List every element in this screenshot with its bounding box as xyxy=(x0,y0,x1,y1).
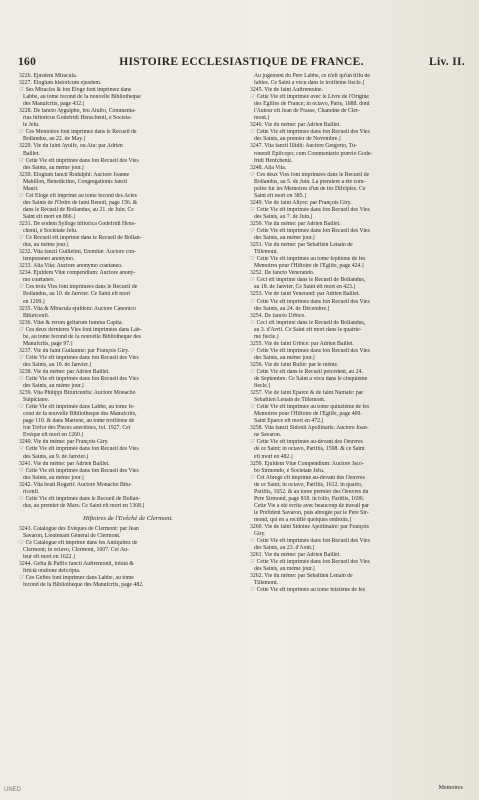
text-line: 3254. De fancto Urbico. xyxy=(250,312,306,319)
text-line: 3231. De eodem Sylloge hiftorica Godefridi Hens- xyxy=(19,220,136,227)
text-line: mo coætaneo. xyxy=(23,277,55,284)
text-line: Sebaftien Lenain de Tillemont. xyxy=(254,397,326,404)
text-line: des Saints, au 7. de Juin.] xyxy=(254,213,313,220)
text-line: 3253. Vie de faint Venerand: par Adrien Baillet. xyxy=(250,291,360,298)
text-line: 3256. Vie de faint Rufin: par le même. xyxy=(250,361,339,368)
text-line: ☞ Cette Vie eft imprimée dans fon Recueil des Vies xyxy=(250,347,370,354)
text-line: l'Auteur eft Jean de Frasse, Chanoine de Cler- xyxy=(254,108,360,115)
text-line: Manufcrits, page 97.] xyxy=(23,340,73,347)
text-line: Bollandus, au 10. de Janvier. Ce Saint eft mort xyxy=(23,291,131,298)
text-line: ☞ Cette Vie eft imprimée dans fon Recueil des Vies xyxy=(19,467,139,474)
text-line: des Saints, au 23. d'Août.] xyxy=(254,545,315,552)
text-line: ☞ Cette Vie eft imprimée dans fon Recueil des Vies xyxy=(19,157,139,164)
text-line: te Jefu. xyxy=(23,122,40,129)
text-line: ricenfi. xyxy=(23,488,40,495)
left-column xyxy=(19,73,237,589)
running-title: HISTOIRE ECCLESIASTIQUE DE FRANCE. xyxy=(119,56,364,68)
text-line: des Eglifes de France; in octavo, Paris, 1688. dont xyxy=(254,101,370,108)
text-line: pofée fur les Memoires d'un de fes Difciples. Ce xyxy=(254,185,366,192)
text-line: ☞ Ce Recueil eft imprimé dans le Recueil de Bollan- xyxy=(19,235,142,242)
text-line: de ce Saint; in octavo, Parifiis, 1612. in quarto, xyxy=(254,481,363,488)
text-line: des Saints, au même jour.] xyxy=(254,235,315,242)
text-line: ☞ Ces deux dernieres Vies font imprimées dans Lab- xyxy=(19,326,142,333)
text-line: des Saints de l'Ordre de faint Benoît, page 156. & xyxy=(23,199,138,206)
text-line: Saint Eparce eft mort en 472.] xyxy=(254,418,324,425)
text-line: teur eft mort en 1622.] xyxy=(23,554,75,561)
text-line: ☞ Cette Vie eft imprimée dans fon Recueil des Vies xyxy=(250,228,370,235)
text-line: 3246. Vie du même: par Adrien Baillet. xyxy=(250,122,341,129)
text-line: Tillemont. xyxy=(254,249,278,256)
text-line: des Saints, au même jour.] xyxy=(23,164,84,171)
text-line: des Saints, au 9. de Janvier.] xyxy=(23,453,89,460)
text-line: Labbe, au tome fecond de fa nouvelle Bibliotheque xyxy=(23,94,141,101)
text-line: Sulpiciano. xyxy=(23,397,50,404)
text-line: de ce Saint; in octavo, Parifiis, 1598. & ce Saint xyxy=(254,446,365,453)
text-line: 3227. Elogium historicum ejusdem. xyxy=(19,80,102,87)
text-line: 3241. Vie du même: par Adrien Baillet. xyxy=(19,460,110,467)
text-line: Clermont; in octavo, Clermont, 1607. Cet Au- xyxy=(23,547,129,554)
text-line: au 18. de Janvier. Ce Saint eft mort en 423.] xyxy=(254,284,356,291)
text-line: ☞ Cette Vie eft dans le Recueil précédent, au 24. xyxy=(250,368,363,375)
text-line: ☞ Ceci eft imprimé dans le Recueil de Bollandus, xyxy=(250,319,366,326)
text-line: ☞ Cet Abregé eft imprimé au-devant des Oeuvres xyxy=(250,474,365,481)
text-line: ☞ Cette Vie eft imprimée au tome feiziéme de fes xyxy=(250,587,366,594)
running-header xyxy=(18,56,465,70)
text-line: fables. Ce Saint a vécu dans le troifiéme fiecle.] xyxy=(254,80,365,87)
text-line: en 1209.] xyxy=(23,298,45,305)
text-line: ne Savaron. xyxy=(254,432,282,439)
text-line: cond de fa nouvelle Bibliotheque des Manufcrits, xyxy=(23,411,137,418)
text-line: ☞ Cette Vie eft imprimée dans le Recueil de Bollan- xyxy=(19,495,141,502)
text-line: 3239. Vita Philippi Bituricenfis: Auctore Monacho xyxy=(19,390,136,397)
text-line: des Manufcrits, page 432.] xyxy=(23,101,85,108)
text-line: au 3. d'Avril. Ce Saint eft mort dans le quatrie- xyxy=(254,326,362,333)
text-line: le Préfident Savaron, puis abregée par le Pere Sir- xyxy=(254,509,369,516)
text-line: Bollandus, au 22. de May.] xyxy=(23,136,86,143)
text-line: 3262. Vie du même: par Sebaftien Lenain de xyxy=(250,573,353,580)
book-label: Liv. II. xyxy=(429,56,465,68)
text-line: 3237. Vie du faint Guilaume: par François Giry. xyxy=(19,347,130,354)
text-line: 3236. Vitæ & rerum geftarum fumma Capita. xyxy=(19,319,123,326)
text-line: dus, au même jour.] xyxy=(23,242,69,249)
text-line: 3255. Vie de faint Urbice: par Adrien Baillet. xyxy=(250,340,354,347)
text-line: des Saints, au même jour.] xyxy=(254,566,315,573)
text-line: Pere Sirmond, page 818. in folio, Parifiis, 1696. xyxy=(254,495,365,502)
text-line: 3244. Gefta & Paffio fancti Auftremonii, folutâ & xyxy=(19,561,134,568)
text-line: fecond de fa Bibliotheque des Manufcrits, page 482. xyxy=(23,582,144,589)
text-line: 3250. Vie du même: par Adrien Baillet. xyxy=(250,220,341,227)
text-line: ☞ Ces deux Vies font imprimées dans le Recueil de xyxy=(250,171,370,178)
page-number: 160 xyxy=(18,56,37,68)
text-line: ftrictâ oratione defcripta. xyxy=(23,568,81,575)
text-line: 3260. Vie de faint Sidoine Apollinaire: par François xyxy=(250,524,369,530)
text-line: des Saints, au même jour.] xyxy=(23,474,84,481)
text-line: 3234. Ejufdem Vitæ compendium: Auctore anony- xyxy=(19,270,136,277)
text-line: page 110. & dans Martene, au tome troifiéme de xyxy=(23,418,135,425)
right-column xyxy=(250,73,464,594)
text-line: Saint eft mort en 866.] xyxy=(23,213,75,220)
text-line: Au jugement du Pere Labbe, ce n'eft qu'un tiffu de xyxy=(254,73,370,79)
text-line: 3226. Ejusdem Miracula. xyxy=(19,73,78,79)
text-line: 3243. Catalogue des Evêques de Clermont: par Jean xyxy=(19,525,139,532)
text-line: ☞ Cette Vie eft imprimée avec le Livre de l'Origine xyxy=(250,94,369,101)
text-line: Mabillon, Benedictino, Congregationis fancti xyxy=(23,178,128,185)
text-line: ☞ Cette Vie eft imprimée dans fon Recueil des Vies xyxy=(19,354,139,361)
text-line: chenii, è Societate Jefu. xyxy=(23,228,78,235)
text-line: 3229. Vie du faint Ayulfe, ou Aiu: par Adrien xyxy=(19,143,123,150)
text-line: ☞ Cette Vie eft imprimée au tome quinziéme de fes xyxy=(250,404,370,411)
text-line: mont.] xyxy=(254,115,270,122)
text-line: ☞ Cette Vie eft imprimée au-devant des Oeuvres xyxy=(250,439,363,446)
text-line: 3252. De fancto Venerando. xyxy=(250,270,315,277)
text-line: 3232. Vita fancti Guillelmi, Eremitæ: Auctore con- xyxy=(19,249,137,256)
text-line: 3261. Vie du même: par Adrien Baillet. xyxy=(250,552,341,559)
text-line: ☞ Cette Vie eft imprimée dans fon Recueil des Vies xyxy=(250,559,370,566)
text-line: ronenfi Epifcopo; cum Commentario prævio Gode- xyxy=(254,150,373,157)
text-line: 3230. Elogium fancti Rodulphi: Auctore Joanne xyxy=(19,171,130,178)
text-line: Bollandus, au 5. de Juin. La premiere a été com- xyxy=(254,178,366,185)
text-line: ☞ Ceci eft imprimé dans le Recueil de Bollandus, xyxy=(250,277,366,284)
text-line: Memoires pour l'Hiftoire de l'Eglife, page 424.] xyxy=(254,263,364,270)
text-line: mond, qui en a rectifié quelques endroits.] xyxy=(254,516,352,523)
text-line: rius hiftoricus Godefridi Henschenii, è Societa- xyxy=(23,115,132,122)
text-line: Evêque eft mort en 1260.] xyxy=(23,432,84,439)
text-line: des Saints, au 10. de Janvier.] xyxy=(23,361,92,368)
text-line: 3247. Vita fancti Illidii: Auctore Gregorio, Tu- xyxy=(250,143,357,150)
text-line: fridi Henfchenii. xyxy=(254,157,293,164)
text-line: 3248. Alia Vita. xyxy=(250,164,287,171)
text-line: ☞ Cette Vie eft imprimée dans fon Recueil des Vies xyxy=(250,206,370,213)
text-line: 3235. Vita & Miracula ejufdem: Auctore Canonico xyxy=(19,305,136,312)
text-line: eft mort en 482.] xyxy=(254,453,293,460)
text-line: ☞ Cette Vie eft imprimée dans fon Recueil des Vies xyxy=(19,446,139,453)
text-line: bo Sirmondo, è Societate Jefu. xyxy=(254,467,325,474)
text-line: 3242. Vita beati Rogerii: Auctore Monacho Bitu- xyxy=(19,481,132,488)
text-line: Memoires pour l'Hiftoire de l'Eglife, page 409. xyxy=(254,411,362,418)
text-line: 3249. Vie de faint Allyre: par François Giry. xyxy=(250,199,352,206)
text-line: dus, au premier de Mars. Ce Saint eft mort en 1368.] xyxy=(23,502,145,509)
text-line: Cette Vie a été écrite avec beaucoup de travail par xyxy=(254,502,369,509)
text-line: Giry. xyxy=(254,531,266,538)
text-line: 3251. Vie du même: par Sebaftien Lenain de xyxy=(250,242,353,249)
text-line: ☞ Cette Vie eft imprimée dans Labbe, au tome fe- xyxy=(19,404,135,411)
text-line: ☞ Cette Vie eft imprimée au tome feptiéme de fes xyxy=(250,256,366,263)
text-line: ☞ Ces Memoires font imprimez dans le Recueil de xyxy=(19,129,137,136)
text-line: ☞ Cette Vie eft imprimée dans fon Recueil des Vies xyxy=(19,376,139,383)
text-line: Baillet. xyxy=(23,150,40,157)
text-line: 3240. Vie du même: par François Giry. xyxy=(19,439,109,446)
text-line: ☞ Cette Vie eft imprimée dans fon Recueil des Vies xyxy=(250,538,370,545)
text-line: ☞ Ce Catalogue eft imprimé dans fes Antiquitez de xyxy=(19,540,138,546)
text-line: fiecle.] xyxy=(254,383,271,390)
text-line: Mauri. xyxy=(23,185,39,192)
text-line: 3258. Vita fancti Sidonii Apollinaris: Auctore Joan- xyxy=(250,425,369,432)
text-line: ☞ Cette Vie eft imprimée dans fon Recueil des Vies xyxy=(250,298,370,305)
text-line: Tillemont. xyxy=(254,580,278,587)
text-line: dans le Recueil de Bollandus, au 21. de Juin. Ce xyxy=(23,206,134,213)
catchword: Memoires xyxy=(438,785,463,791)
text-line: 3233. Alia Vita: Auctore anonymo coætaneo. xyxy=(19,263,123,270)
text-line: des Saints, au premier de Novembre.] xyxy=(254,136,341,143)
text-line: Saint eft mort en 385.] xyxy=(254,192,306,199)
text-line: des Saints, au même jour.] xyxy=(23,383,84,390)
text-line: ☞ Ses Miracles & fon Eloge font imprimez dans xyxy=(19,87,132,94)
text-line: Savaron, Lieutenant Général de Clermont. xyxy=(23,532,121,539)
text-line: 3257. Vie de faint Eparce & de faint Namafe: par xyxy=(250,390,364,397)
text-line: Bituricenfi. xyxy=(23,312,50,319)
text-line: des Saints, au même jour.] xyxy=(254,354,315,361)
text-line: 3238. Vie du même: par Adrien Baillet. xyxy=(19,368,110,375)
text-line: 3259. Ejufdem Vitæ Compendium: Auctore Jaco- xyxy=(250,460,364,467)
text-line: me fiecle.] xyxy=(254,333,279,340)
text-line: de Septembre. Ce Saint a vécu dans le cinquiéme xyxy=(254,376,368,383)
text-line: be, au tome fecond de fa nouvelle Bibliotheque des xyxy=(23,333,141,340)
text-line: ☞ Cet Eloge eft imprimé au tome fecond des Actes xyxy=(19,192,138,199)
text-line: ☞ Cette Vie eft imprimée dans fon Recueil des Vies xyxy=(250,129,370,136)
text-line: Parifiis, 1652. & au tome premier des Oeuvres du xyxy=(254,488,369,495)
text-line: 3245. Vie de faint Auftremoine. xyxy=(250,87,324,94)
text-line: 3228. De fancto Aygulpho, feu Aiulfo, Commenta- xyxy=(19,108,136,115)
library-stamp: UNED xyxy=(4,787,22,793)
text-line: des Saints, au 24. de Décembre.] xyxy=(254,305,330,312)
text-line: ☞ Ces trois Vies font imprimées dans le Recueil de xyxy=(19,284,138,291)
text-line: temporaneo anonymo. xyxy=(23,256,75,263)
text-line: ☞ Ces Geftes font imprimez dans Labbe, au tome xyxy=(19,575,134,582)
text-line: Hiftoires de l'Evêché de Clermont. xyxy=(83,514,173,522)
text-line: fon Tréfor des Pieces anecdotes, fol. 1927. Cet xyxy=(23,425,131,432)
